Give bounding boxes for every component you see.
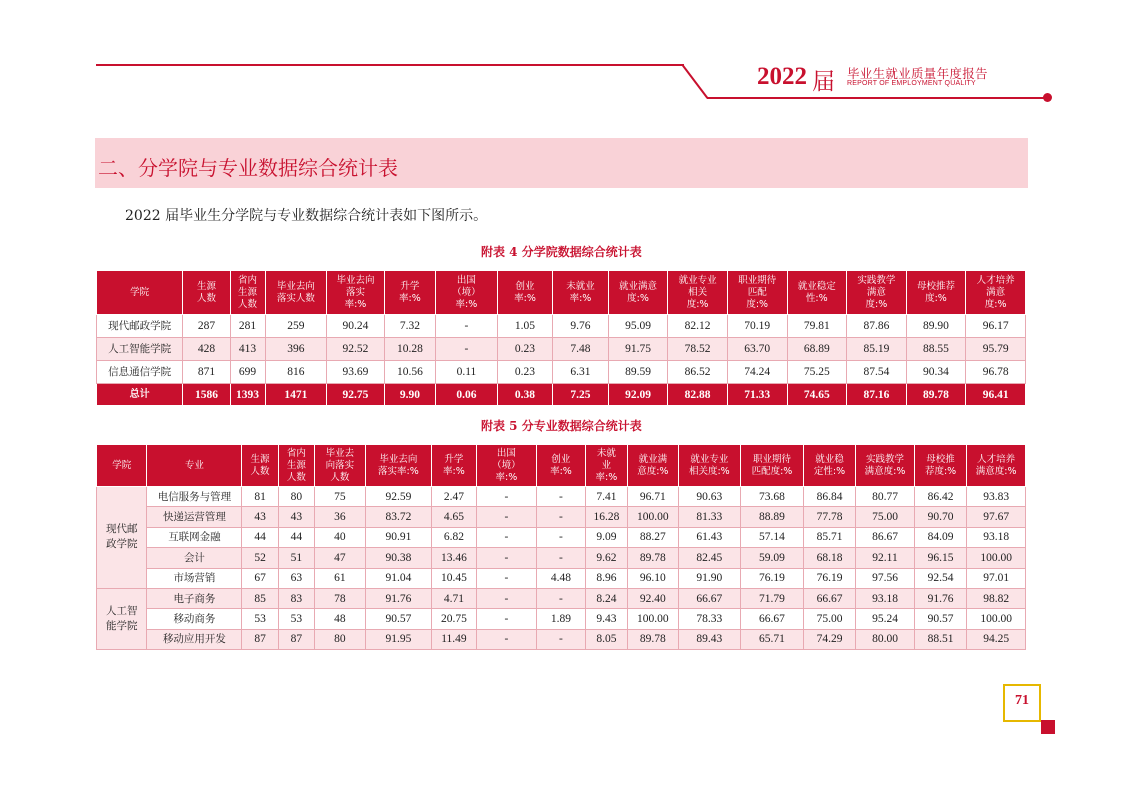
table-cell: 9.62 <box>585 548 627 568</box>
table-cell: 63.70 <box>727 338 787 361</box>
table-cell: 93.83 <box>967 487 1026 507</box>
table-cell: 84.09 <box>914 527 967 547</box>
table-cell: 87 <box>242 629 278 649</box>
table-cell: 98.82 <box>967 588 1026 608</box>
table-cell: 413 <box>230 338 265 361</box>
table-cell: 90.70 <box>914 507 967 527</box>
table-cell: - <box>537 548 585 568</box>
table2-header-cell: 就业稳 定性:% <box>803 445 856 487</box>
table-cell: 82.12 <box>668 315 728 338</box>
table-cell: 4.71 <box>432 588 476 608</box>
table-cell: 89.78 <box>628 548 678 568</box>
total-row <box>97 384 1026 406</box>
header-rule-lower <box>707 97 1045 99</box>
table-cell: 92.59 <box>365 487 432 507</box>
table-cell: 91.90 <box>678 568 741 588</box>
table-cell: 95.79 <box>966 338 1026 361</box>
table-cell: 74.24 <box>727 361 787 384</box>
table-cell: 871 <box>183 361 230 384</box>
table-cell: 10.28 <box>384 338 435 361</box>
college-name-cell: 现代邮政学院 <box>97 315 183 338</box>
table-cell: 82.45 <box>678 548 741 568</box>
table-cell: 100.00 <box>628 609 678 629</box>
table-cell: 85 <box>242 588 278 608</box>
table-cell: 100.00 <box>628 507 678 527</box>
table2-header-cell: 未就 业 率:% <box>585 445 627 487</box>
table-cell: 0.11 <box>436 361 498 384</box>
table-cell: 816 <box>265 361 327 384</box>
table-cell: 97.67 <box>967 507 1026 527</box>
table-cell: 90.57 <box>914 609 967 629</box>
table-cell: 20.75 <box>432 609 476 629</box>
table-cell: - <box>476 609 537 629</box>
major-name-cell: 市场营销 <box>147 568 242 588</box>
header-year: 2022 <box>757 63 807 90</box>
total-cell: 82.88 <box>668 384 728 406</box>
table-cell: 91.95 <box>365 629 432 649</box>
table-cell: 78.33 <box>678 609 741 629</box>
table-cell: 43 <box>242 507 278 527</box>
table-row <box>97 568 1026 588</box>
table-cell: 259 <box>265 315 327 338</box>
table-cell: 75.00 <box>856 507 915 527</box>
table-cell: 63 <box>278 568 314 588</box>
table-cell: 86.42 <box>914 487 967 507</box>
table-cell: 87.54 <box>847 361 907 384</box>
table-cell: 68.89 <box>787 338 847 361</box>
table1-header-cell: 人才培养 满意 度:% <box>966 271 1026 315</box>
table-cell: 83 <box>278 588 314 608</box>
table-cell: 44 <box>278 527 314 547</box>
table-cell: - <box>537 487 585 507</box>
total-cell: 7.25 <box>553 384 608 406</box>
table-cell: 93.18 <box>967 527 1026 547</box>
header-dot-icon <box>1043 93 1052 102</box>
table-cell: 91.76 <box>365 588 432 608</box>
total-cell: 1471 <box>265 384 327 406</box>
table-cell: 91.04 <box>365 568 432 588</box>
table-cell: 85.19 <box>847 338 907 361</box>
table-cell: - <box>537 629 585 649</box>
table-cell: 81.33 <box>678 507 741 527</box>
table-cell: 7.32 <box>384 315 435 338</box>
table-cell: 47 <box>315 548 365 568</box>
table1-header-cell: 生源 人数 <box>183 271 230 315</box>
table-cell: 90.57 <box>365 609 432 629</box>
table1-header-cell: 省内 生源 人数 <box>230 271 265 315</box>
table-row <box>97 487 1026 507</box>
college-name-cell: 人工智能学院 <box>97 338 183 361</box>
table-row <box>97 548 1026 568</box>
table-cell: 8.96 <box>585 568 627 588</box>
table-cell: 78.52 <box>668 338 728 361</box>
table-row <box>97 629 1026 649</box>
table-cell: 75.25 <box>787 361 847 384</box>
table-cell: 95.24 <box>856 609 915 629</box>
table2-header-cell: 人才培养 满意度:% <box>967 445 1026 487</box>
table-cell: 96.71 <box>628 487 678 507</box>
table2-header-cell: 就业专业 相关度:% <box>678 445 741 487</box>
table-cell: 8.24 <box>585 588 627 608</box>
table-cell: 1.89 <box>537 609 585 629</box>
table-cell: 85.71 <box>803 527 856 547</box>
table2-header-cell: 学院 <box>97 445 147 487</box>
table-cell: - <box>476 548 537 568</box>
table-cell: 74.29 <box>803 629 856 649</box>
page-number: 71 <box>1015 693 1029 708</box>
table-cell: - <box>537 527 585 547</box>
total-cell: 96.41 <box>966 384 1026 406</box>
table-cell: 89.90 <box>906 315 966 338</box>
total-cell: 92.75 <box>327 384 385 406</box>
table-cell: 81 <box>242 487 278 507</box>
table-cell: 89.59 <box>608 361 668 384</box>
college-group-cell: 现代邮 政学院 <box>97 487 147 589</box>
table-cell: 13.46 <box>432 548 476 568</box>
table1-header-cell: 出国 （境） 率:% <box>436 271 498 315</box>
college-group-cell: 人工智 能学院 <box>97 588 147 649</box>
table-cell: - <box>436 315 498 338</box>
table-cell: 79.81 <box>787 315 847 338</box>
table-cell: - <box>476 507 537 527</box>
table-cell: 1.05 <box>497 315 552 338</box>
table-cell: 52 <box>242 548 278 568</box>
table1-header-cell: 创业 率:% <box>497 271 552 315</box>
table1-header-cell: 学院 <box>97 271 183 315</box>
table-cell: 86.84 <box>803 487 856 507</box>
table-cell: 10.45 <box>432 568 476 588</box>
table-cell: 4.48 <box>537 568 585 588</box>
table-cell: 68.18 <box>803 548 856 568</box>
table-cell: 6.31 <box>553 361 608 384</box>
total-cell: 9.90 <box>384 384 435 406</box>
table1-header-cell: 毕业去向 落实人数 <box>265 271 327 315</box>
total-cell: 92.09 <box>608 384 668 406</box>
table-cell: 95.09 <box>608 315 668 338</box>
table-cell: 4.65 <box>432 507 476 527</box>
table-cell: 61 <box>315 568 365 588</box>
table1-header-cell: 就业稳定 性:% <box>787 271 847 315</box>
table-cell: 2.47 <box>432 487 476 507</box>
table-row <box>97 315 1026 338</box>
table-cell: 93.69 <box>327 361 385 384</box>
table-cell: 75.00 <box>803 609 856 629</box>
table-cell: 80.77 <box>856 487 915 507</box>
table-cell: 66.67 <box>803 588 856 608</box>
table-cell: 96.17 <box>966 315 1026 338</box>
table2-caption: 附表 5 分专业数据综合统计表 <box>481 419 642 433</box>
table2-header-cell: 专业 <box>147 445 242 487</box>
table-cell: 97.56 <box>856 568 915 588</box>
total-cell: 1586 <box>183 384 230 406</box>
intro-text: 2022 届毕业生分学院与专业数据综合统计表如下图所示。 <box>125 208 488 224</box>
table-cell: 61.43 <box>678 527 741 547</box>
table-cell: 0.23 <box>497 361 552 384</box>
table1-header-cell: 职业期待 匹配 度:% <box>727 271 787 315</box>
table-cell: 87 <box>278 629 314 649</box>
page-corner-square <box>1041 720 1055 734</box>
table-cell: 87.86 <box>847 315 907 338</box>
major-name-cell: 会计 <box>147 548 242 568</box>
header-jie: 届 <box>812 69 835 95</box>
table-cell: 94.25 <box>967 629 1026 649</box>
table-cell: 66.67 <box>678 588 741 608</box>
table-cell: 93.18 <box>856 588 915 608</box>
table-cell: 66.67 <box>741 609 804 629</box>
header-subtitle: REPORT OF EMPLOYMENT QUALITY <box>847 80 976 87</box>
table-cell: 51 <box>278 548 314 568</box>
table1-header-cell: 实践教学 满意 度:% <box>847 271 907 315</box>
table-cell: 92.40 <box>628 588 678 608</box>
major-name-cell: 移动商务 <box>147 609 242 629</box>
total-cell: 1393 <box>230 384 265 406</box>
table-cell: 88.51 <box>914 629 967 649</box>
college-name-cell: 信息通信学院 <box>97 361 183 384</box>
table-cell: - <box>436 338 498 361</box>
table-cell: 100.00 <box>967 609 1026 629</box>
table2-header-cell: 出国 （境） 率:% <box>476 445 537 487</box>
table-cell: 77.78 <box>803 507 856 527</box>
table-cell: 44 <box>242 527 278 547</box>
table-cell: 57.14 <box>741 527 804 547</box>
table-cell: 7.41 <box>585 487 627 507</box>
table-cell: 86.52 <box>668 361 728 384</box>
table2-header-cell: 毕业去 向落实 人数 <box>315 445 365 487</box>
table-cell: 92.11 <box>856 548 915 568</box>
table2-header-cell: 实践教学 满意度:% <box>856 445 915 487</box>
table-cell: 9.43 <box>585 609 627 629</box>
table1-caption: 附表 4 分学院数据综合统计表 <box>481 245 642 259</box>
table2-header-cell: 母校推 荐度:% <box>914 445 967 487</box>
table-cell: - <box>537 588 585 608</box>
table-cell: 89.43 <box>678 629 741 649</box>
table-cell: 92.52 <box>327 338 385 361</box>
total-cell: 74.65 <box>787 384 847 406</box>
table1-header-cell: 就业满意 度:% <box>608 271 668 315</box>
table-row <box>97 507 1026 527</box>
table-cell: 75 <box>315 487 365 507</box>
table-cell: 88.55 <box>906 338 966 361</box>
table-cell: 100.00 <box>967 548 1026 568</box>
table-cell: 65.71 <box>741 629 804 649</box>
table-cell: - <box>476 568 537 588</box>
table-cell: 83.72 <box>365 507 432 527</box>
table-cell: 80 <box>315 629 365 649</box>
table-cell: 36 <box>315 507 365 527</box>
table-cell: 48 <box>315 609 365 629</box>
table2-header-cell: 省内 生源 人数 <box>278 445 314 487</box>
table-cell: 40 <box>315 527 365 547</box>
total-cell: 87.16 <box>847 384 907 406</box>
table-cell: 90.91 <box>365 527 432 547</box>
table-row <box>97 609 1026 629</box>
table-cell: - <box>476 629 537 649</box>
table-cell: 59.09 <box>741 548 804 568</box>
table-cell: 70.19 <box>727 315 787 338</box>
major-name-cell: 快递运营管理 <box>147 507 242 527</box>
total-cell: 0.38 <box>497 384 552 406</box>
table-cell: 428 <box>183 338 230 361</box>
table-cell: 76.19 <box>741 568 804 588</box>
table-cell: 89.78 <box>628 629 678 649</box>
table-cell: 80 <box>278 487 314 507</box>
header-title: 毕业生就业质量年度报告 <box>847 66 988 81</box>
header-rule-slant <box>682 64 708 98</box>
table-cell: 88.89 <box>741 507 804 527</box>
college-stats-table <box>96 270 1026 406</box>
table-cell: 91.76 <box>914 588 967 608</box>
table-cell: 96.78 <box>966 361 1026 384</box>
table-cell: - <box>537 507 585 527</box>
table-cell: 90.34 <box>906 361 966 384</box>
table-cell: 16.28 <box>585 507 627 527</box>
major-name-cell: 互联网金融 <box>147 527 242 547</box>
table1-header-cell: 就业专业 相关 度:% <box>668 271 728 315</box>
table-cell: 86.67 <box>856 527 915 547</box>
table-cell: 53 <box>242 609 278 629</box>
table-row <box>97 338 1026 361</box>
table-row <box>97 361 1026 384</box>
table-cell: 96.10 <box>628 568 678 588</box>
table2-header-cell: 毕业去向 落实率:% <box>365 445 432 487</box>
table-cell: 43 <box>278 507 314 527</box>
table-cell: 67 <box>242 568 278 588</box>
table-cell: 53 <box>278 609 314 629</box>
major-stats-table <box>96 444 1026 650</box>
table-cell: - <box>476 527 537 547</box>
table-cell: 6.82 <box>432 527 476 547</box>
total-cell: 89.78 <box>906 384 966 406</box>
table1-header-cell: 升学 率:% <box>384 271 435 315</box>
table-cell: 92.54 <box>914 568 967 588</box>
table2-header-cell: 生源 人数 <box>242 445 278 487</box>
table-cell: 90.24 <box>327 315 385 338</box>
table-cell: 7.48 <box>553 338 608 361</box>
table-cell: 78 <box>315 588 365 608</box>
table-cell: 287 <box>183 315 230 338</box>
table-cell: 396 <box>265 338 327 361</box>
table-cell: 9.76 <box>553 315 608 338</box>
table1-header-cell: 未就业 率:% <box>553 271 608 315</box>
total-label: 总计 <box>97 384 183 406</box>
total-cell: 0.06 <box>436 384 498 406</box>
table2-header-cell: 升学 率:% <box>432 445 476 487</box>
table-cell: 97.01 <box>967 568 1026 588</box>
major-name-cell: 移动应用开发 <box>147 629 242 649</box>
section-title: 二、分学院与专业数据综合统计表 <box>98 156 398 180</box>
table1-header-cell: 母校推荐 度:% <box>906 271 966 315</box>
table-cell: 8.05 <box>585 629 627 649</box>
table-cell: 73.68 <box>741 487 804 507</box>
total-cell: 71.33 <box>727 384 787 406</box>
table-cell: 76.19 <box>803 568 856 588</box>
table-cell: 80.00 <box>856 629 915 649</box>
table-cell: 0.23 <box>497 338 552 361</box>
table-row <box>97 588 1026 608</box>
major-name-cell: 电信服务与管理 <box>147 487 242 507</box>
table1-header-cell: 毕业去向 落实 率:% <box>327 271 385 315</box>
table-cell: 88.27 <box>628 527 678 547</box>
table-cell: - <box>476 588 537 608</box>
table-cell: 91.75 <box>608 338 668 361</box>
table-cell: 11.49 <box>432 629 476 649</box>
table-row <box>97 527 1026 547</box>
table-cell: 9.09 <box>585 527 627 547</box>
table-cell: 281 <box>230 315 265 338</box>
table2-header-cell: 创业 率:% <box>537 445 585 487</box>
table-cell: 90.38 <box>365 548 432 568</box>
table2-header-cell: 职业期待 匹配度:% <box>741 445 804 487</box>
table2-header-cell: 就业满 意度:% <box>628 445 678 487</box>
table-cell: - <box>476 487 537 507</box>
major-name-cell: 电子商务 <box>147 588 242 608</box>
table-cell: 96.15 <box>914 548 967 568</box>
header-rule <box>96 64 684 66</box>
table-cell: 90.63 <box>678 487 741 507</box>
table-cell: 71.79 <box>741 588 804 608</box>
table-cell: 10.56 <box>384 361 435 384</box>
table-cell: 699 <box>230 361 265 384</box>
